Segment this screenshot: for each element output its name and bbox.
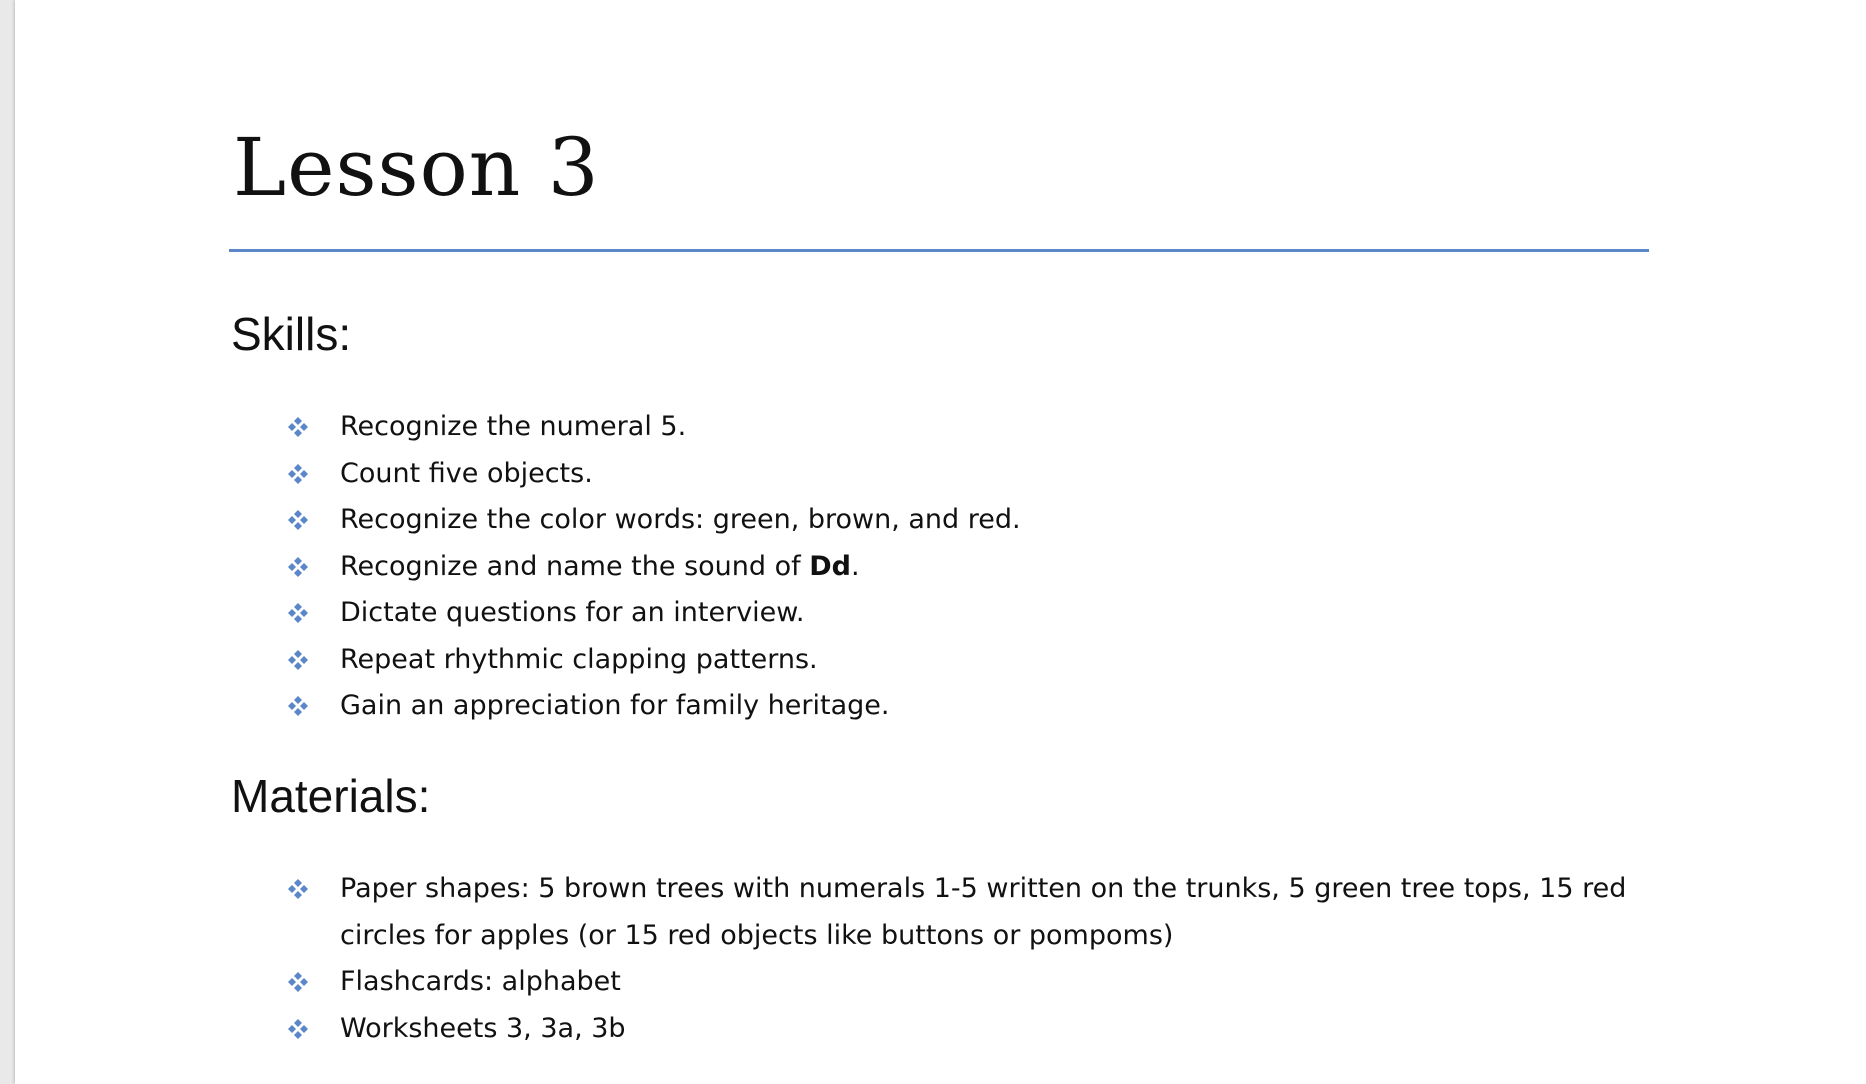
list-item — [15, 866, 1660, 959]
four-diamond-bullet-icon — [287, 463, 309, 485]
list-item — [15, 451, 1660, 498]
four-diamond-bullet-icon — [287, 1018, 309, 1040]
four-diamond-bullet-icon — [287, 556, 309, 578]
list-item — [15, 404, 1660, 451]
list-item-text: Recognize the color words: green, brown, and red. — [340, 504, 1021, 535]
four-diamond-bullet-icon — [287, 695, 309, 717]
four-diamond-bullet-icon — [287, 649, 309, 671]
list-item-text: Worksheets 3, 3a, 3b — [340, 1012, 626, 1044]
list-item-bold-letters: Dd — [809, 550, 851, 582]
four-diamond-bullet-icon — [287, 602, 309, 624]
document-page — [15, 0, 1866, 1084]
four-diamond-bullet-icon — [287, 971, 309, 993]
list-item-text: Repeat rhythmic clapping patterns. — [340, 643, 818, 675]
materials-list — [15, 866, 1866, 1052]
four-diamond-bullet-icon — [287, 509, 309, 531]
list-item-text: Flashcards: alphabet — [340, 966, 621, 997]
list-item-text: Recognize the numeral 5. — [340, 411, 687, 442]
skills-heading: Skills: — [231, 308, 352, 360]
list-item — [15, 683, 1660, 730]
list-item-text-before: Recognize and name the sound of — [340, 550, 810, 582]
list-item — [15, 544, 1660, 591]
list-item-text: Count five objects. — [340, 457, 593, 489]
four-diamond-bullet-icon — [287, 416, 309, 438]
list-item — [15, 590, 1660, 637]
list-item — [15, 497, 1660, 544]
lesson-title: Lesson 3 — [233, 121, 600, 214]
list-item-text: Dictate questions for an interview. — [340, 597, 805, 628]
list-item-text-after: . — [850, 550, 860, 582]
list-item — [15, 637, 1660, 684]
list-item — [15, 1006, 1660, 1053]
list-item-text: Gain an appreciation for family heritage. — [340, 690, 890, 721]
four-diamond-bullet-icon — [287, 878, 309, 900]
list-item-text: Paper shapes: 5 brown trees with numerals 1-5 written on the trunks, 5 green tree tops, 15 red circles for apples (or 15 red objects like buttons or pompoms) — [340, 873, 1627, 951]
materials-heading: Materials: — [231, 770, 431, 822]
list-item — [15, 959, 1660, 1006]
title-underline — [229, 249, 1649, 252]
skills-list — [15, 404, 1866, 730]
